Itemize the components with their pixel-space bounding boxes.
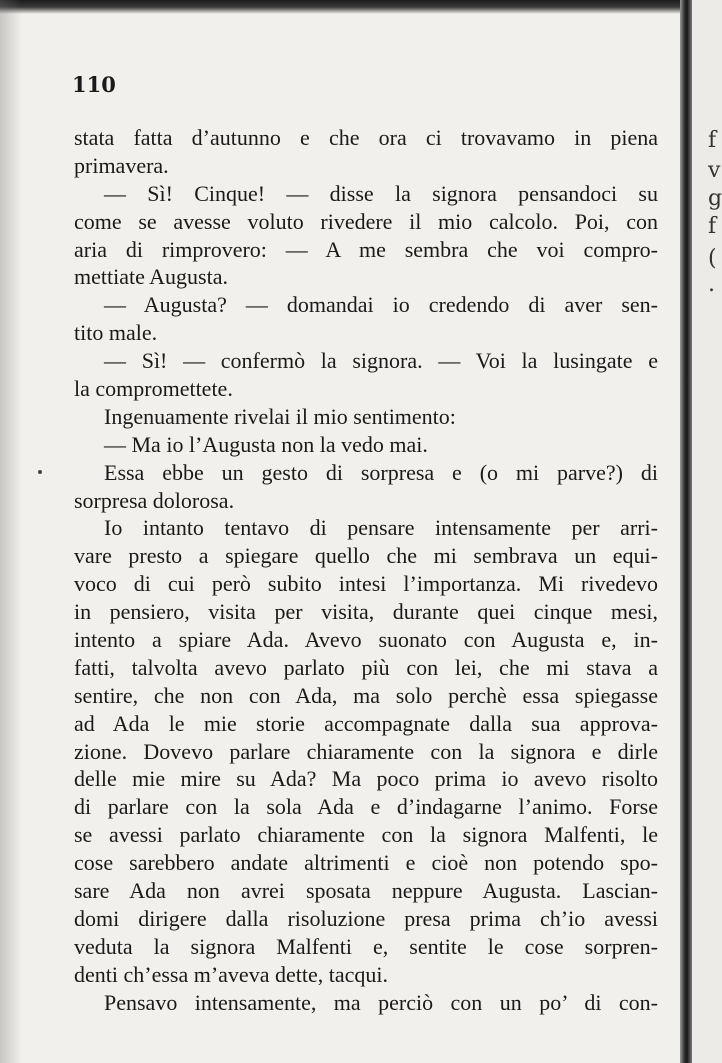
text-line: tito male. (74, 320, 158, 346)
text-line: sentire, che non con Ada, ma solo perchè essa spiegasse (74, 682, 658, 708)
book-gutter (680, 0, 692, 1063)
text-line: come se avesse voluto rivedere il mio calcolo. Poi, con (74, 208, 658, 234)
text-line: Ingenuamente rivelai il mio sentimento: (104, 403, 456, 429)
text-line: Essa ebbe un gesto di sorpresa e (o mi parve?) di (104, 459, 658, 485)
text-line: Io intanto tentavo di pensare intensamente per arri- (104, 515, 658, 541)
text-line: Pensavo intensamente, ma perciò con un po’ di con- (104, 989, 658, 1015)
text-line: domi dirigere dalla risoluzione presa prima ch’io avessi (74, 905, 658, 931)
text-line: intento a spiare Ada. Avevo suonato con Augusta e, in- (74, 627, 658, 653)
text-line: — Sì! Cinque! — disse la signora pensandoci su (104, 180, 658, 206)
next-page-fragment: f (708, 214, 717, 239)
next-page-edge (692, 0, 722, 1063)
text-line: — Ma io l’Augusta non la vedo mai. (104, 431, 428, 457)
text-line: in pensiero, visita per visita, durante quei cinque mesi, (74, 599, 658, 625)
ink-speck (38, 470, 42, 474)
text-line: la compromettete. (74, 376, 233, 402)
text-line: sorpresa dolorosa. (74, 487, 235, 513)
text-line: se avessi parlato chiaramente con la signora Malfenti, le (74, 822, 658, 848)
next-page-fragment: ( (708, 246, 717, 271)
text-line: primavera. (74, 152, 169, 178)
text-line: — Sì! — confermò la signora. — Voi la lusingate e (104, 348, 658, 374)
next-page-fragment: f (708, 128, 717, 153)
body-text (74, 124, 658, 1017)
page-number: 110 (72, 72, 116, 97)
text-line: zione. Dovevo parlare chiaramente con la signora e dirle (74, 738, 658, 764)
text-line: voco di cui però subito intesi l’importanza. Mi rivedevo (74, 571, 658, 597)
text-line: cose sarebbero andate altrimenti e cioè non potendo spo- (74, 850, 658, 876)
text-line: mettiate Augusta. (74, 264, 228, 290)
text-line: ad Ada le mie storie accompagnate dalla sua approva- (74, 710, 658, 736)
text-line: veduta la signora Malfenti e, sentite le cose sorpren- (74, 933, 658, 959)
scan-top-shadow (0, 0, 722, 14)
next-page-fragment: v (708, 158, 721, 183)
text-line: vare presto a spiegare quello che mi sembrava un equi- (74, 543, 658, 569)
scan-left-edge (0, 0, 22, 1063)
text-line: — Augusta? — domandai io credendo di aver sen- (104, 292, 658, 318)
next-page-fragment: . (708, 272, 715, 297)
next-page-fragment: g (708, 186, 722, 211)
text-line: stata fatta d’autunno e che ora ci trovavamo in piena (74, 125, 658, 150)
text-line: delle mie mire su Ada? Ma poco prima io avevo risolto (74, 766, 658, 792)
text-line: di parlare con la sola Ada e d’indagarne l’animo. Forse (74, 794, 658, 820)
text-line: sare Ada non avrei sposata neppure Augusta. Lascian- (74, 878, 658, 904)
text-line: denti ch’essa m’aveva dette, tacqui. (74, 961, 388, 987)
text-line: aria di rimprovero: — A me sembra che voi compro- (74, 236, 658, 262)
text-line: fatti, talvolta avevo parlato più con lei, che mi stava a (74, 654, 658, 680)
